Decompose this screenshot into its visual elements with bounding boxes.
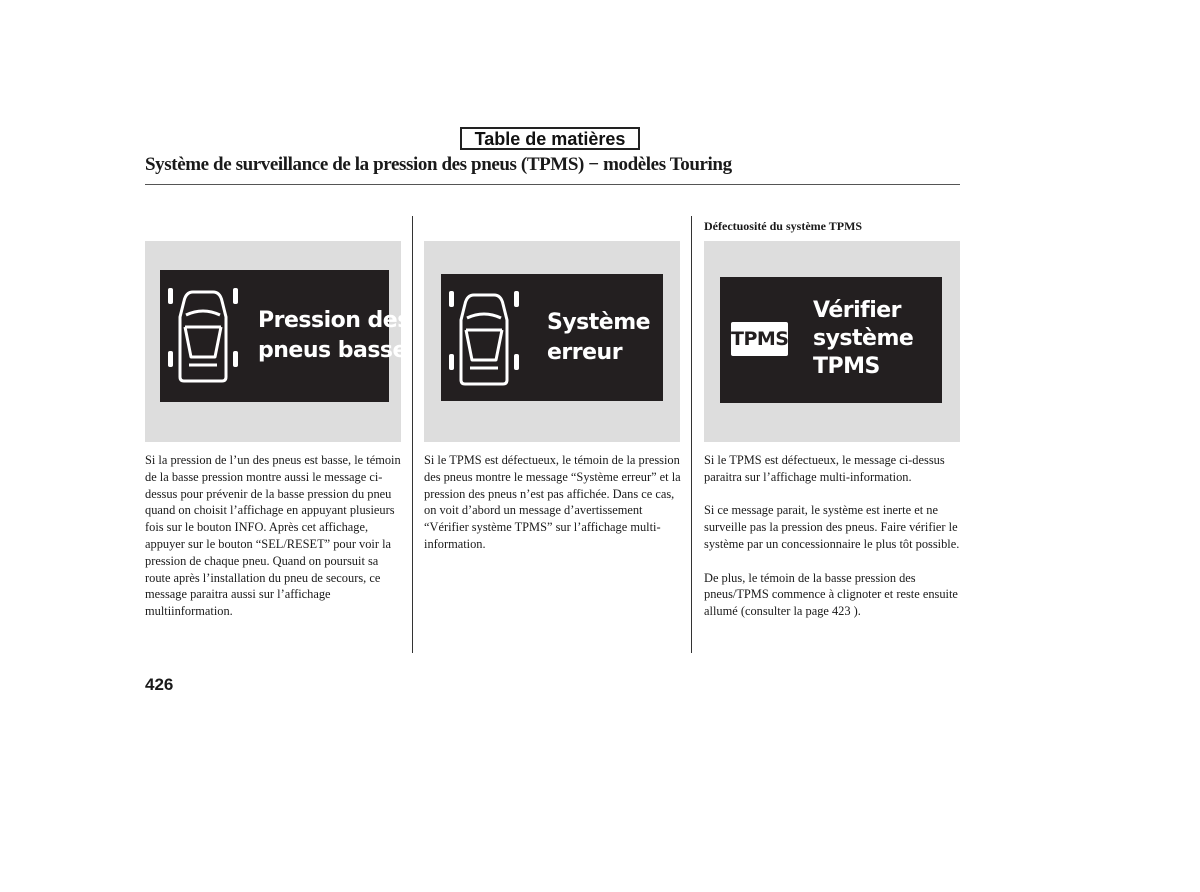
display-screen [441,274,663,401]
display-message [547,308,650,368]
display-screen [720,277,942,403]
display-message [258,306,410,366]
display-panel-low-pressure [145,241,410,442]
display-line: pneus basse [258,338,407,363]
paragraph: Si ce message parait, le système est inerte et ne surveille pas la pression des pneus. Faire vérifier le système par un concessionnaire le plus tôt possible. [704,503,960,551]
table-of-contents-link[interactable]: Table de matières [460,127,640,150]
paragraph: Si la pression de l’un des pneus est basse, le témoin de la basse pression montre aussi le message ci-dessus pour prévenir de la basse pression du pneu quand on choisit l’affichage en appuyant plusieurs fois sur le bouton INFO. Après cet affichage, appuyer sur le bouton “SEL/RESET” pour voir la pression de chaque pneu. Quand on poursuit sa route après l’installation du pneu de secours, ce message paraitra aussi sur l’affichage multiinformation. [145,453,401,619]
page-title: Système de surveillance de la pression des pneus (TPMS) − modèles Touring [145,154,732,175]
tpms-badge: TPMS [731,322,788,356]
page-number: 426 [145,675,174,694]
display-line: erreur [547,340,623,365]
display-panel-system-error [424,241,680,442]
car-tire-icon [168,285,238,385]
display-panel-check-tpms [704,241,960,442]
column-divider [412,216,413,653]
title-rule [145,184,960,185]
display-line: Pression des [258,308,410,333]
column-3-text [704,452,960,637]
paragraph: Si le TPMS est défectueux, le témoin de la pression des pneus montre le message “Système erreur” et la pression des pneus n’est pas affichée. Dans ce cas, on voit d’abord un message d’avertissement “Vérifier système TPMS” sur l’affichage multi-information. [424,453,681,551]
car-tire-icon [449,288,519,388]
paragraph: Si le TPMS est défectueux, le message ci-dessus paraitra sur l’affichage multi-information. [704,453,945,484]
paragraph: De plus, le témoin de la basse pression des pneus/TPMS commence à clignoter et reste ensuite allumé (consulter la page 423 ). [704,570,958,619]
section-subheading: Défectuosité du système TPMS [704,219,863,233]
column-2-text [424,452,684,570]
column-divider [691,216,692,653]
display-line: Vérifier [813,298,902,323]
display-line: Système [547,310,651,335]
display-message [813,297,913,381]
display-screen [160,270,410,402]
display-line: TPMS [813,354,880,379]
display-line: système [813,326,914,351]
column-1-text [145,452,403,637]
